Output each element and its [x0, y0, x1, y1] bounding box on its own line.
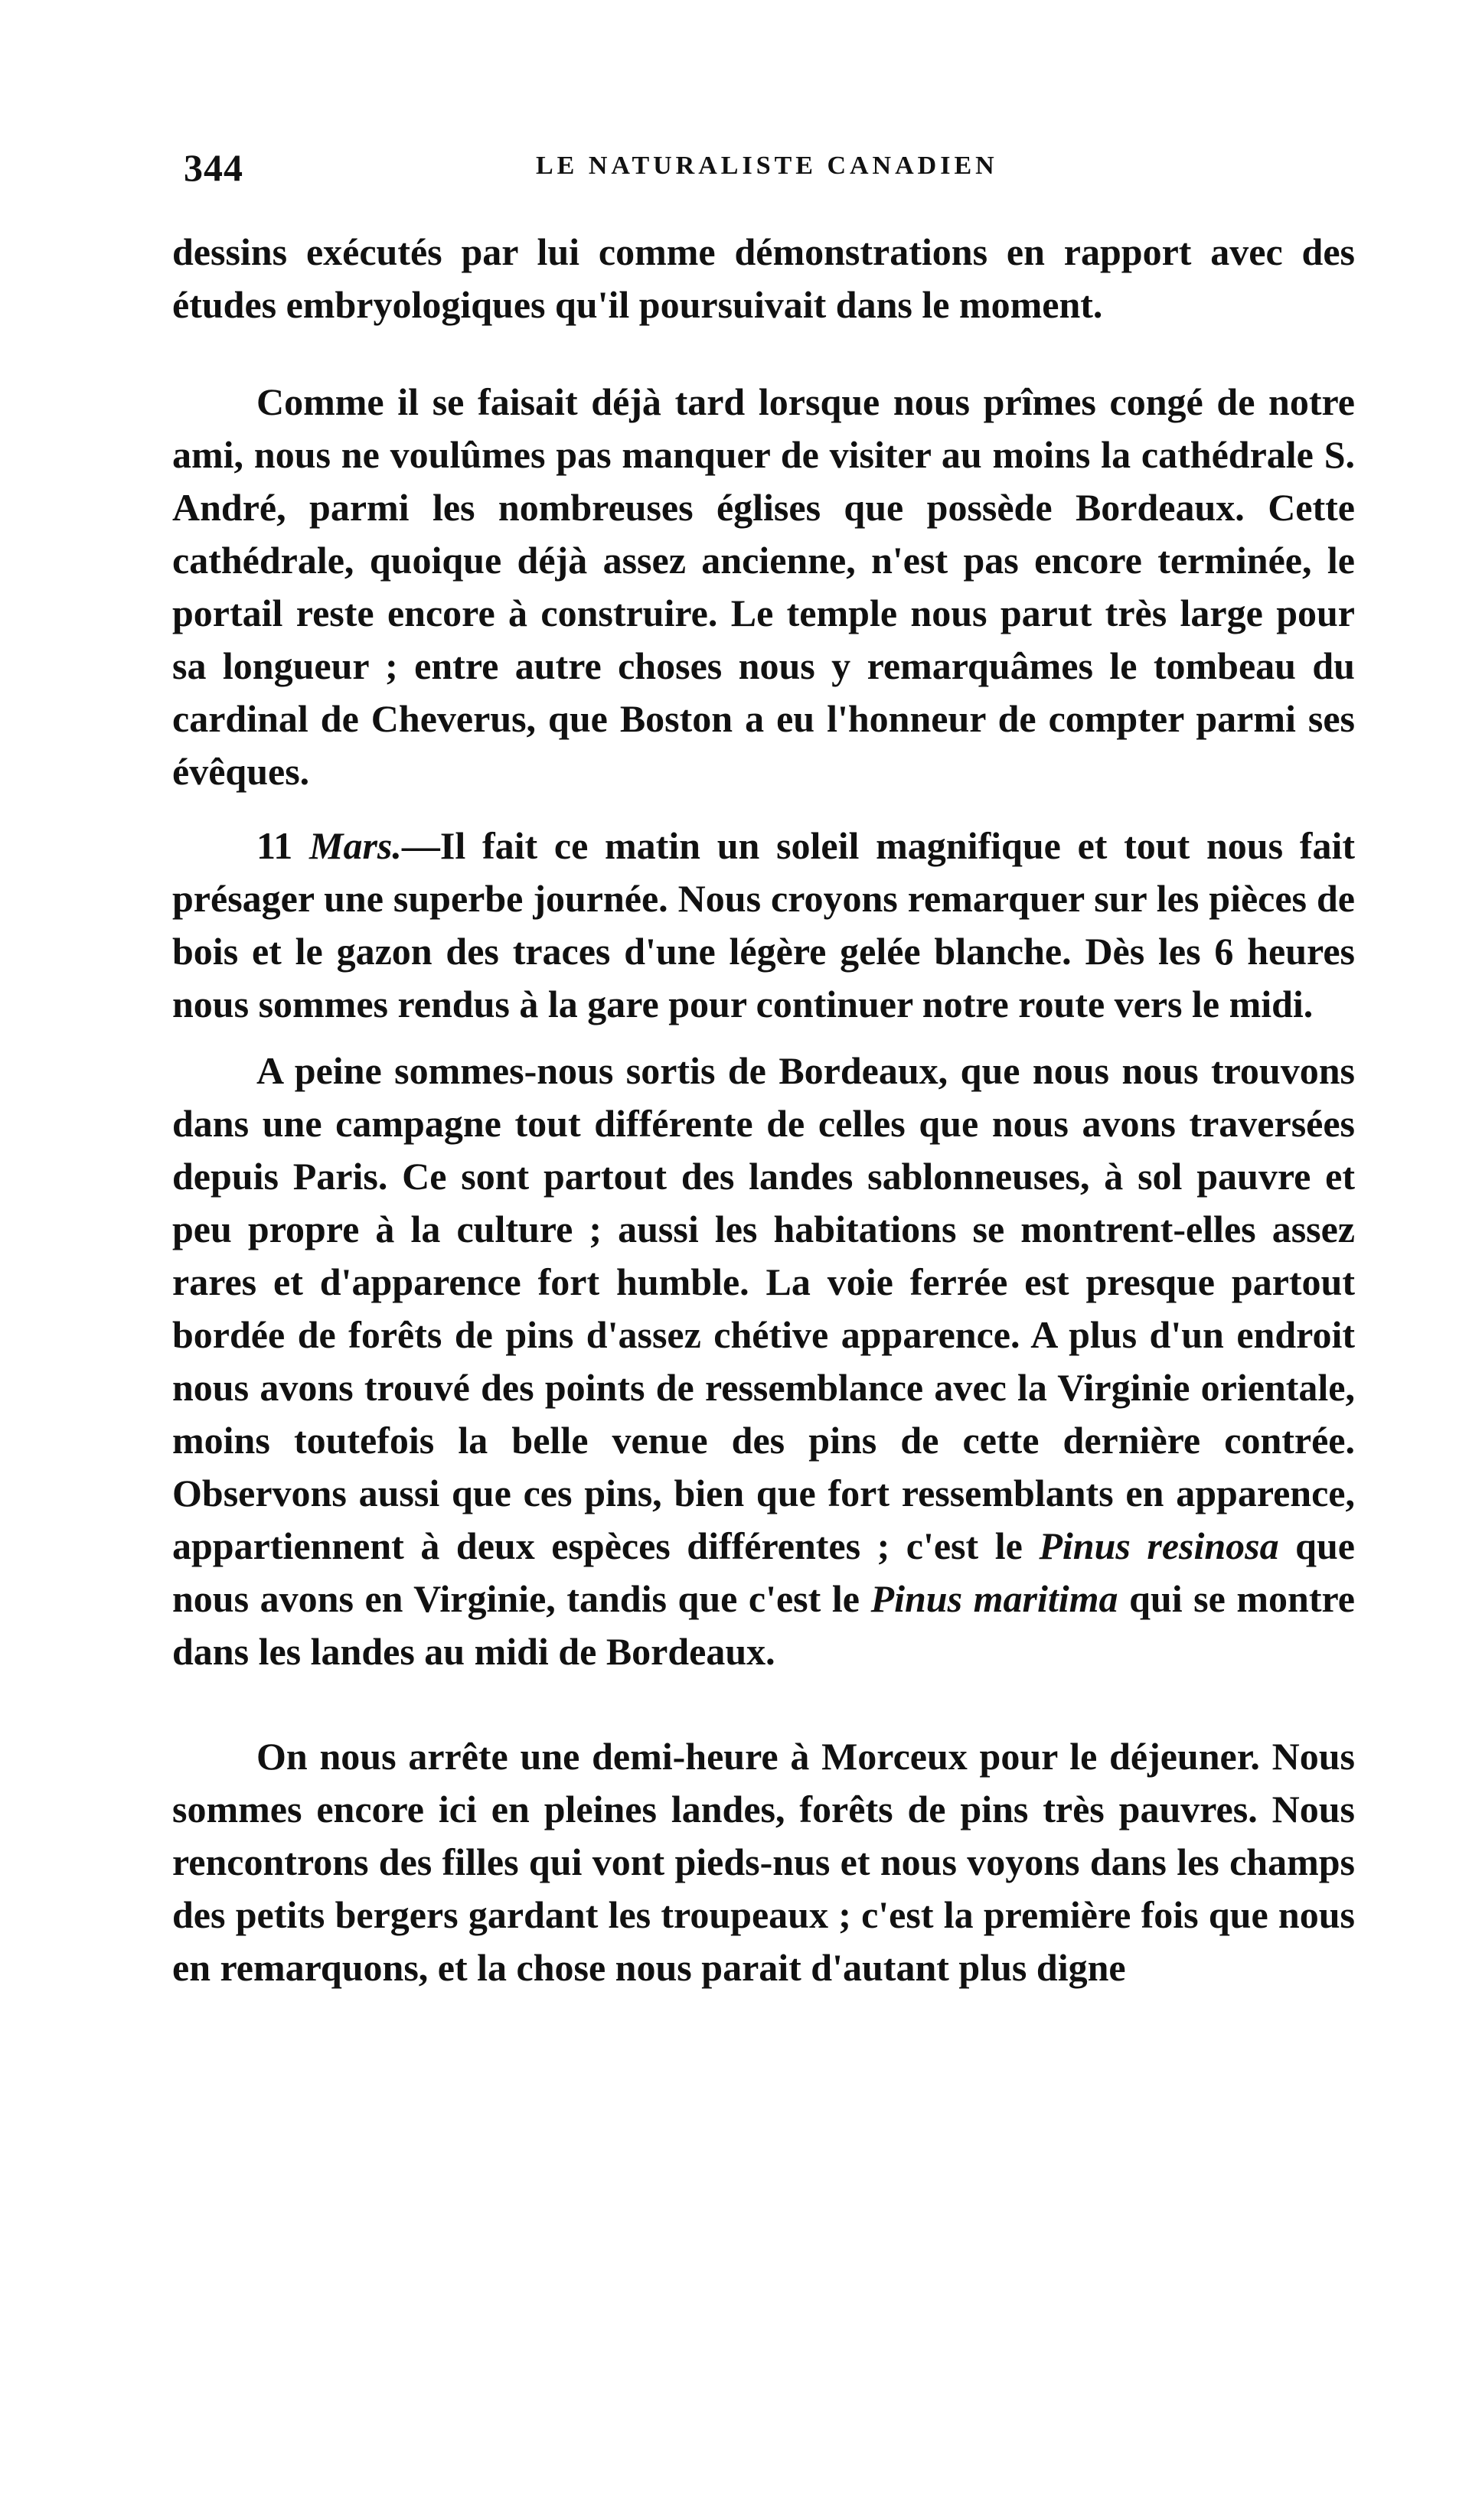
running-title: LE NATURALISTE CANADIEN	[536, 152, 998, 180]
paragraph	[172, 226, 1355, 331]
species-name: Pinus maritima	[870, 1577, 1118, 1620]
text-segment: On nous arrête une demi-heure à Morceux pour le déjeuner. Nous sommes encore ici en pleines landes, forêts de pins très pauvres. Nous rencontrons des filles qui vont pieds-nus et nous voyons dans les champs des petits bergers gardant les troupeaux ; c'est la première fois que nous en remarquons, et la chose nous parait d'autant plus digne	[172, 1735, 1355, 1989]
text-segment: —Il fait ce matin un soleil magnifique et tout nous fait présager une superbe journée. Nous croyons remarquer sur les pièces de bois et le gazon des traces d'une légère gelée blanche. Dès les 6 heures nous sommes rendus à la gare pour continuer notre route vers le midi.	[172, 824, 1355, 1025]
text-segment: Comme il se faisait déjà tard lorsque nous prîmes congé de notre ami, nous ne voulûmes pas manquer de visiter au moins la cathédrale S. André, parmi les nombreuses églises que possède Bordeaux. Cette cathédrale, quoique déjà assez ancienne, n'est pas encore terminée, le portail reste encore à construire. Le temple nous parut très large pour sa longueur ; entre autre choses nous y remarquâmes le tombeau du cardinal de Cheverus, que Boston a eu l'honneur de compter parmi ses évêques.	[172, 380, 1355, 793]
body-text	[172, 226, 1355, 1994]
text-segment: qui se montre dans les landes au midi de Bordeaux.	[172, 1577, 1355, 1673]
paragraph	[172, 376, 1355, 798]
text-segment: dessins exécutés par lui comme démonstrations en rapport avec des études embryologiques qu'il poursuivait dans le moment.	[172, 230, 1355, 326]
paragraph	[172, 820, 1355, 1031]
text-segment: que nous avons en Virginie, tandis que c'est le	[172, 1524, 1355, 1620]
species-name: Pinus resinosa	[1039, 1524, 1279, 1567]
text-segment: 11	[256, 824, 309, 867]
page-number: 344	[184, 146, 243, 189]
text-segment: A peine sommes-nous sortis de Bordeaux, que nous nous trouvons dans une campagne tout différente de celles que nous avons traversées depuis Paris. Ce sont partout des landes sablonneuses, à sol pauvre et peu propre à la culture ; aussi les habitations se montrent-elles assez rares et d'apparence fort humble. La voie ferrée est presque partout bordée de forêts de pins d'assez chétive apparence. A plus d'un endroit nous avons trouvé des points de ressemblance avec la Virginie orientale, moins toutefois la belle venue des pins de cette dernière contrée. Observons aussi que ces pins, bien que fort ressemblants en apparence, appartiennent à deux espèces différentes ; c'est le	[172, 1049, 1355, 1567]
paragraph	[172, 1045, 1355, 1678]
italic-date: Mars.	[308, 824, 402, 867]
paragraph	[172, 1730, 1355, 1994]
page-header	[184, 145, 1355, 199]
